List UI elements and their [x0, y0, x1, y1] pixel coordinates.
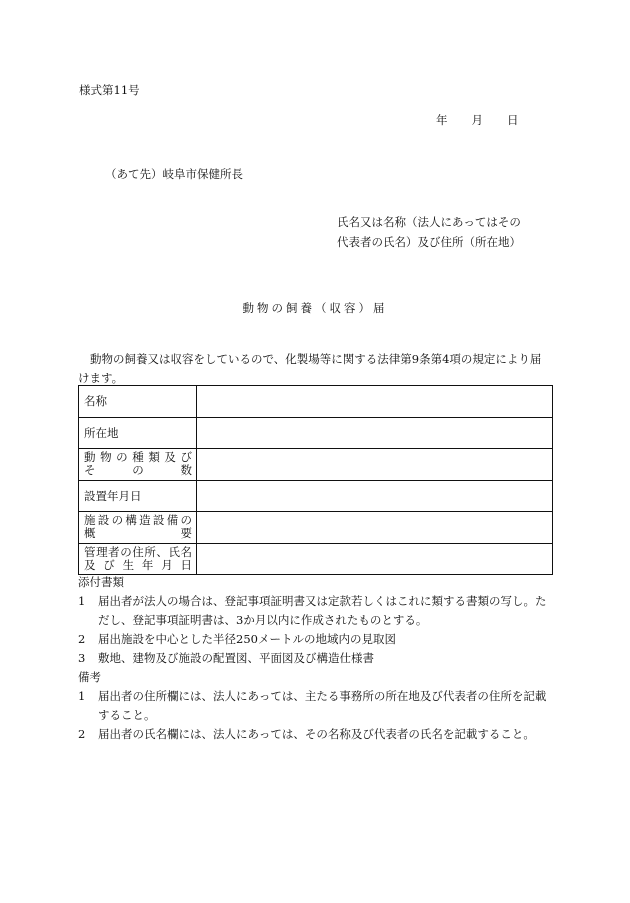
list-item-number: 2	[78, 632, 86, 646]
form-number: 様式第11号	[79, 83, 140, 97]
date-month: 月	[471, 113, 483, 127]
row-label-line: 所 在 地	[84, 425, 119, 440]
addressee: （あて先）岐阜市保健所長	[105, 167, 243, 181]
intro-paragraph: 動物の飼養又は収容をしているので、化製場等に関する法律第9条第4項の規定により届けます。	[78, 352, 542, 385]
date-day: 日	[507, 113, 519, 127]
table-row	[79, 512, 553, 544]
list-item-text: 届出者の氏名欄には、法人にあっては、その名称及び代表者の氏名を記載すること。	[98, 727, 535, 741]
date-line	[436, 112, 519, 128]
list-item-number: 3	[78, 651, 86, 665]
attachments-heading: 添付書類	[78, 575, 124, 589]
list-item	[78, 687, 554, 725]
row-label	[79, 449, 197, 481]
row-label-line: そ の 数	[84, 463, 192, 478]
list-item	[78, 649, 554, 668]
list-item-text: 敷地、建物及び施設の配置図、平面図及び構造仕様書	[98, 651, 374, 665]
list-item	[78, 630, 554, 649]
list-item-number: 1	[78, 594, 86, 608]
row-value-field[interactable]	[197, 449, 553, 481]
row-label-line: 設 置 年 月 日	[84, 488, 142, 503]
row-label	[79, 512, 197, 544]
table-row	[79, 386, 553, 418]
list-item-number: 2	[78, 727, 86, 741]
list-item	[78, 725, 554, 744]
table-row	[79, 543, 553, 575]
row-label-line: 施 設 の 構 造 設 備 の	[84, 513, 192, 528]
row-value-field[interactable]	[197, 417, 553, 449]
row-label-line: 管 理 者 の 住 所 、 氏 名	[84, 544, 192, 559]
row-label-line: 名 称	[84, 394, 107, 409]
applicant-line-2: 代表者の氏名）及び住所（所在地）	[337, 235, 521, 249]
table-row	[79, 449, 553, 481]
row-label	[79, 386, 197, 418]
notification-table	[78, 385, 553, 575]
list-item-text: 届出者の住所欄には、法人にあっては、主たる事務所の所在地及び代表者の住所を記載すること。	[98, 689, 547, 722]
attachments-list	[78, 592, 554, 668]
applicant-label	[337, 212, 521, 252]
remarks-heading: 備考	[78, 670, 101, 684]
list-item-number: 1	[78, 689, 86, 703]
row-value-field[interactable]	[197, 480, 553, 512]
row-label-line: 及 び 生 年 月 日	[84, 557, 192, 572]
list-item	[78, 592, 554, 630]
row-label-line: 概 要	[84, 526, 192, 541]
row-value-field[interactable]	[197, 386, 553, 418]
row-value-field[interactable]	[197, 512, 553, 544]
row-value-field[interactable]	[197, 543, 553, 575]
table-row	[79, 417, 553, 449]
row-label	[79, 480, 197, 512]
row-label	[79, 543, 197, 575]
list-item-text: 届出者が法人の場合は、登記事項証明書又は定款若しくはこれに類する書類の写し。ただし、登記事項証明書は、3か月以内に作成されたものとする。	[98, 594, 547, 627]
list-item-text: 届出施設を中心とした半径250メートルの地域内の見取図	[98, 632, 396, 646]
row-label-line: 動 物 の 種 類 及 び	[84, 450, 192, 465]
date-year: 年	[436, 113, 448, 127]
remarks-list	[78, 687, 554, 744]
row-label	[79, 417, 197, 449]
table-row	[79, 480, 553, 512]
applicant-line-1: 氏名又は名称（法人にあってはその	[337, 215, 521, 229]
document-title: 動物の飼養（収容）届	[242, 301, 388, 315]
